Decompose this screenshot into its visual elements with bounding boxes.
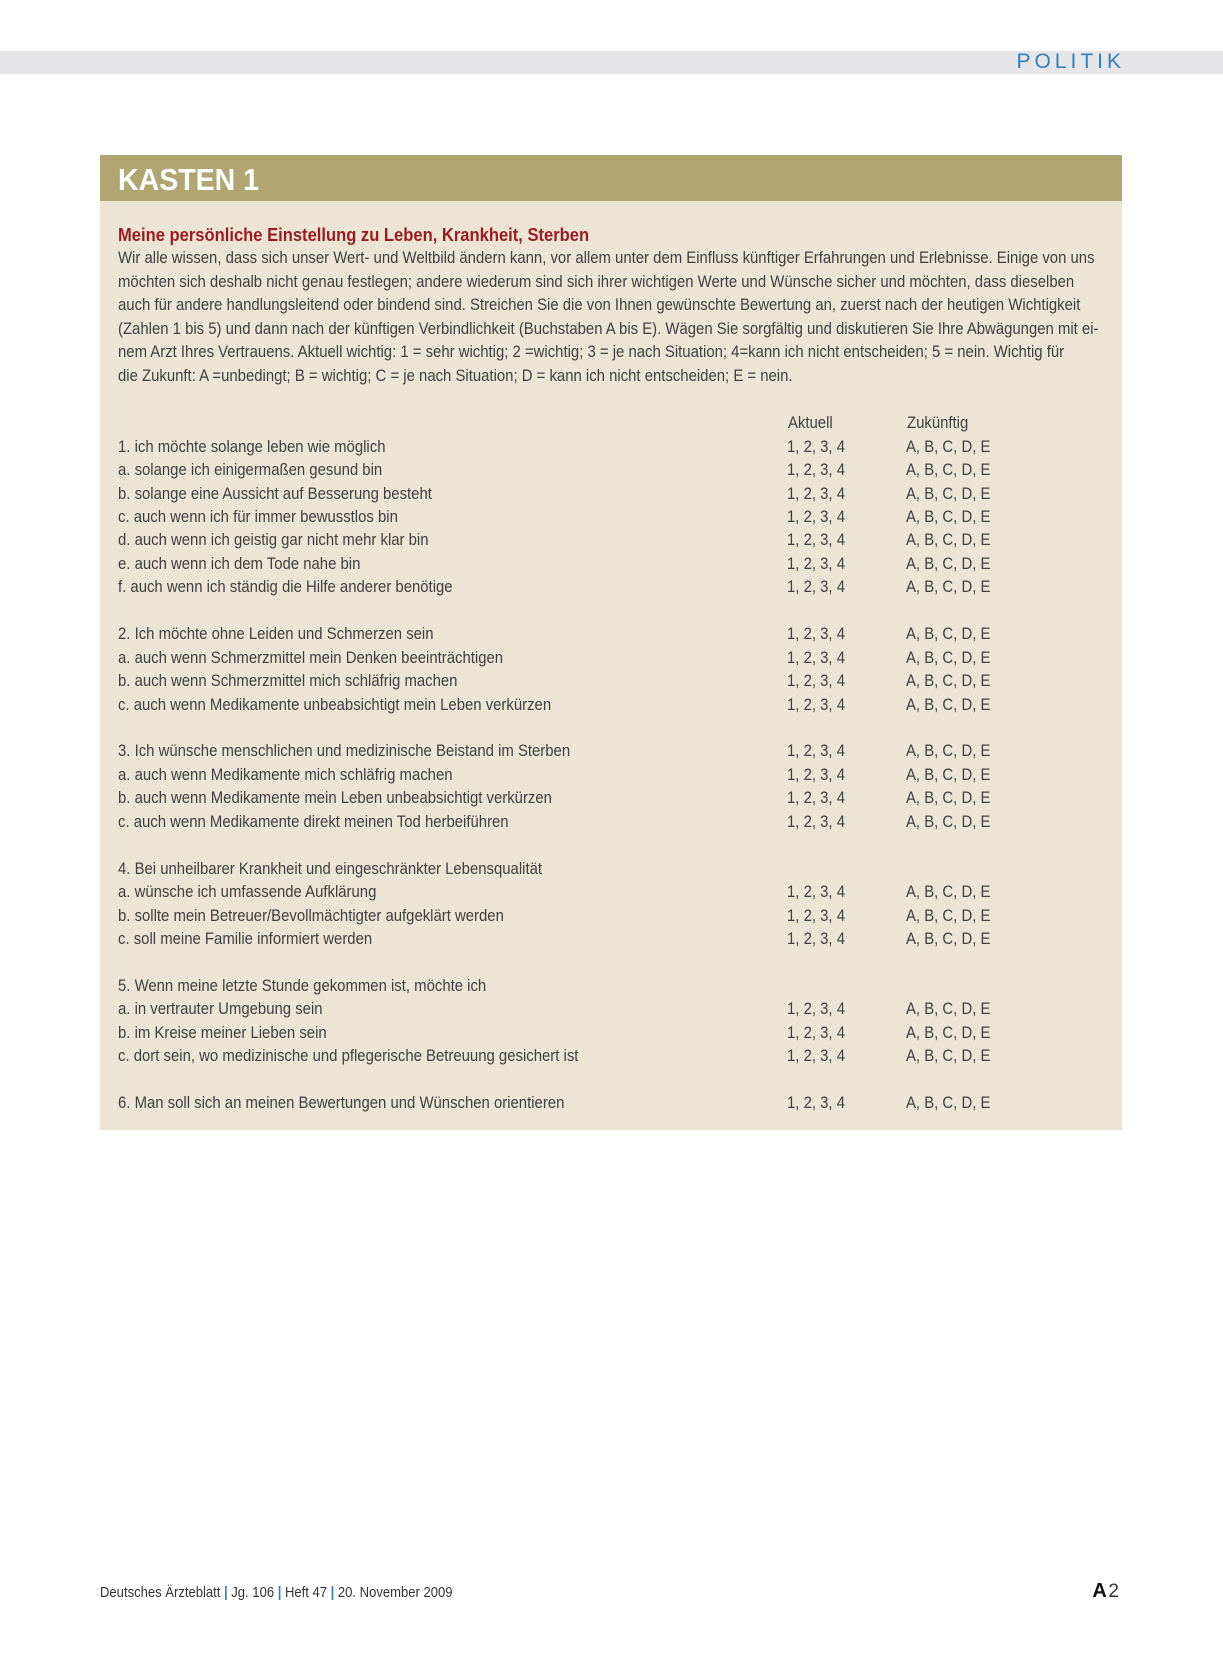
row-current: 1, 2, 3, 4 [787, 555, 845, 573]
intro-line: Wir alle wissen, dass sich unser Wert- und Weltbild ändern kann, vor allem unter dem Einfluss künftiger Erfahrungen und Erlebnisse. Einige von uns [118, 249, 1095, 267]
row-item: b. solange eine Aussicht auf Besserung besteht [118, 485, 432, 503]
row-item: c. dort sein, wo medizinische und pflegerische Betreuung gesichert ist [118, 1047, 579, 1065]
row-current: 1, 2, 3, 4 [787, 1047, 845, 1065]
row-item: 4. Bei unheilbarer Krankheit und eingeschränkter Lebensqualität [118, 860, 543, 878]
column-header-row [100, 414, 1122, 437]
table-row [100, 696, 1122, 719]
table-row [100, 907, 1122, 930]
table-row [100, 578, 1122, 601]
table-row [100, 742, 1122, 765]
table-row [100, 813, 1122, 836]
row-future: A, B, C, D, E [906, 555, 991, 573]
row-future: A, B, C, D, E [906, 485, 991, 503]
table-row [100, 789, 1122, 812]
table-row [100, 977, 1122, 1000]
row-future: A, B, C, D, E [906, 578, 991, 596]
row-current: 1, 2, 3, 4 [787, 438, 845, 456]
info-box [100, 155, 1122, 1130]
intro-paragraph [118, 247, 1106, 388]
table-row [100, 1024, 1122, 1047]
row-future: A, B, C, D, E [906, 1024, 991, 1042]
row-item: e. auch wenn ich dem Tode nahe bin [118, 555, 361, 573]
page-number [1092, 1580, 1119, 1603]
row-current: 1, 2, 3, 4 [787, 766, 845, 784]
page-prefix: A [1092, 1580, 1107, 1602]
row-current: 1, 2, 3, 4 [787, 531, 845, 549]
row-item: 1. ich möchte solange leben wie möglich [118, 438, 386, 456]
row-item: 6. Man soll sich an meinen Bewertungen und Wünschen orientieren [118, 1094, 565, 1112]
row-item: a. in vertrauter Umgebung sein [118, 1000, 323, 1018]
row-current: 1, 2, 3, 4 [787, 649, 845, 667]
footer-journal: Deutsches Ärzteblatt [100, 1585, 221, 1601]
row-current: 1, 2, 3, 4 [787, 1024, 845, 1042]
footer-volume: Jg. 106 [231, 1585, 275, 1601]
row-current: 1, 2, 3, 4 [787, 508, 845, 526]
row-item: 5. Wenn meine letzte Stunde gekommen ist, möchte ich [118, 977, 487, 995]
row-item: c. auch wenn ich für immer bewusstlos bin [118, 508, 398, 526]
row-future: A, B, C, D, E [906, 508, 991, 526]
row-item: a. wünsche ich umfassende Aufklärung [118, 883, 377, 901]
row-item: f. auch wenn ich ständig die Hilfe anderer benötige [118, 578, 453, 596]
row-item: b. auch wenn Medikamente mein Leben unbeabsichtigt verkürzen [118, 789, 552, 807]
row-current: 1, 2, 3, 4 [787, 672, 845, 690]
column-header-current: Aktuell [788, 414, 833, 432]
table-row [100, 555, 1122, 578]
row-future: A, B, C, D, E [906, 766, 991, 784]
row-item: 2. Ich möchte ohne Leiden und Schmerzen sein [118, 625, 434, 643]
box-title: KASTEN 1 [118, 162, 260, 197]
table-row [100, 485, 1122, 508]
row-current: 1, 2, 3, 4 [787, 1094, 845, 1112]
row-future: A, B, C, D, E [906, 672, 991, 690]
row-future: A, B, C, D, E [906, 461, 991, 479]
footer-separator: | [330, 1585, 335, 1601]
section-label: POLITIK [1016, 50, 1125, 73]
row-current: 1, 2, 3, 4 [787, 930, 845, 948]
table-row [100, 672, 1122, 695]
table-row [100, 1094, 1122, 1117]
row-future: A, B, C, D, E [906, 883, 991, 901]
row-current: 1, 2, 3, 4 [787, 696, 845, 714]
row-future: A, B, C, D, E [906, 438, 991, 456]
row-current: 1, 2, 3, 4 [787, 907, 845, 925]
box-subtitle: Meine persönliche Einstellung zu Leben, Krankheit, Sterben [118, 225, 590, 245]
row-item: a. auch wenn Medikamente mich schläfrig machen [118, 766, 453, 784]
row-future: A, B, C, D, E [906, 789, 991, 807]
row-current: 1, 2, 3, 4 [787, 1000, 845, 1018]
row-future: A, B, C, D, E [906, 742, 991, 760]
intro-line: die Zukunft: A =unbedingt; B = wichtig; C = je nach Situation; D = kann ich nicht entscheiden; E = nein. [118, 366, 793, 385]
table-row [100, 930, 1122, 953]
row-item: b. auch wenn Schmerzmittel mich schläfrig machen [118, 672, 458, 690]
footer-issue: Heft 47 [284, 1585, 328, 1601]
row-future: A, B, C, D, E [906, 907, 991, 925]
table-row [100, 438, 1122, 461]
table-row [100, 766, 1122, 789]
row-future: A, B, C, D, E [906, 1000, 991, 1018]
row-future: A, B, C, D, E [906, 531, 991, 549]
table-row [100, 1000, 1122, 1023]
row-item: c. auch wenn Medikamente direkt meinen Tod herbeiführen [118, 813, 509, 831]
row-current: 1, 2, 3, 4 [787, 625, 845, 643]
footer-date: 20. November 2009 [337, 1585, 453, 1601]
table-row [100, 1047, 1122, 1070]
row-item: b. im Kreise meiner Lieben sein [118, 1024, 327, 1042]
row-item: a. auch wenn Schmerzmittel mein Denken beeinträchtigen [118, 649, 504, 667]
row-future: A, B, C, D, E [906, 1047, 991, 1065]
row-future: A, B, C, D, E [906, 696, 991, 714]
table-row [100, 860, 1122, 883]
row-current: 1, 2, 3, 4 [787, 485, 845, 503]
row-current: 1, 2, 3, 4 [787, 578, 845, 596]
row-future: A, B, C, D, E [906, 1094, 991, 1112]
row-item: c. auch wenn Medikamente unbeabsichtigt mein Leben verkürzen [118, 696, 552, 714]
intro-line: auch für andere handlungsleitend oder bindend sind. Streichen Sie die von Ihnen gewünschte Bewertung an, zuerst nach der heutigen Wichtigkeit [118, 296, 1081, 314]
box-header [100, 155, 1122, 201]
row-future: A, B, C, D, E [906, 649, 991, 667]
footer-separator: | [224, 1585, 228, 1601]
footer-citation [100, 1585, 453, 1601]
intro-line: nem Arzt Ihres Vertrauens. Aktuell wichtig: 1 = sehr wichtig; 2 =wichtig; 3 = je nach Situation; 4=kann ich nicht entscheiden; 5 = nein. Wichtig für [118, 343, 1065, 361]
page-number-value: 2 [1108, 1581, 1119, 1602]
row-current: 1, 2, 3, 4 [787, 461, 845, 479]
row-current: 1, 2, 3, 4 [787, 883, 845, 901]
row-item: d. auch wenn ich geistig gar nicht mehr klar bin [118, 531, 429, 549]
row-item: b. sollte mein Betreuer/Bevollmächtigter aufgeklärt werden [118, 907, 504, 925]
intro-line: möchten sich deshalb nicht genau festlegen; andere wiederum sind sich ihrer wichtigen Werte und Wünsche sicher und möchten, dass dieselben [118, 272, 1075, 291]
row-item: c. soll meine Familie informiert werden [118, 930, 373, 948]
row-current: 1, 2, 3, 4 [787, 789, 845, 807]
row-current: 1, 2, 3, 4 [787, 742, 845, 760]
table-row [100, 531, 1122, 554]
table-row [100, 461, 1122, 484]
row-item: 3. Ich wünsche menschlichen und medizinische Beistand im Sterben [118, 742, 571, 760]
table-row [100, 625, 1122, 648]
row-item: a. solange ich einigermaßen gesund bin [118, 461, 383, 479]
table-row [100, 883, 1122, 906]
row-future: A, B, C, D, E [906, 625, 991, 643]
footer-separator: | [277, 1585, 282, 1601]
intro-line: (Zahlen 1 bis 5) und dann nach der künftigen Verbindlichkeit (Buchstaben A bis E). Wägen Sie sorgfältig und diskutieren Sie Ihre Abwägungen mit ei- [118, 319, 1099, 338]
column-header-future: Zukünftig [907, 414, 969, 432]
table-row [100, 649, 1122, 672]
row-current: 1, 2, 3, 4 [787, 813, 845, 831]
row-future: A, B, C, D, E [906, 813, 991, 831]
table-row [100, 508, 1122, 531]
row-future: A, B, C, D, E [906, 930, 991, 948]
